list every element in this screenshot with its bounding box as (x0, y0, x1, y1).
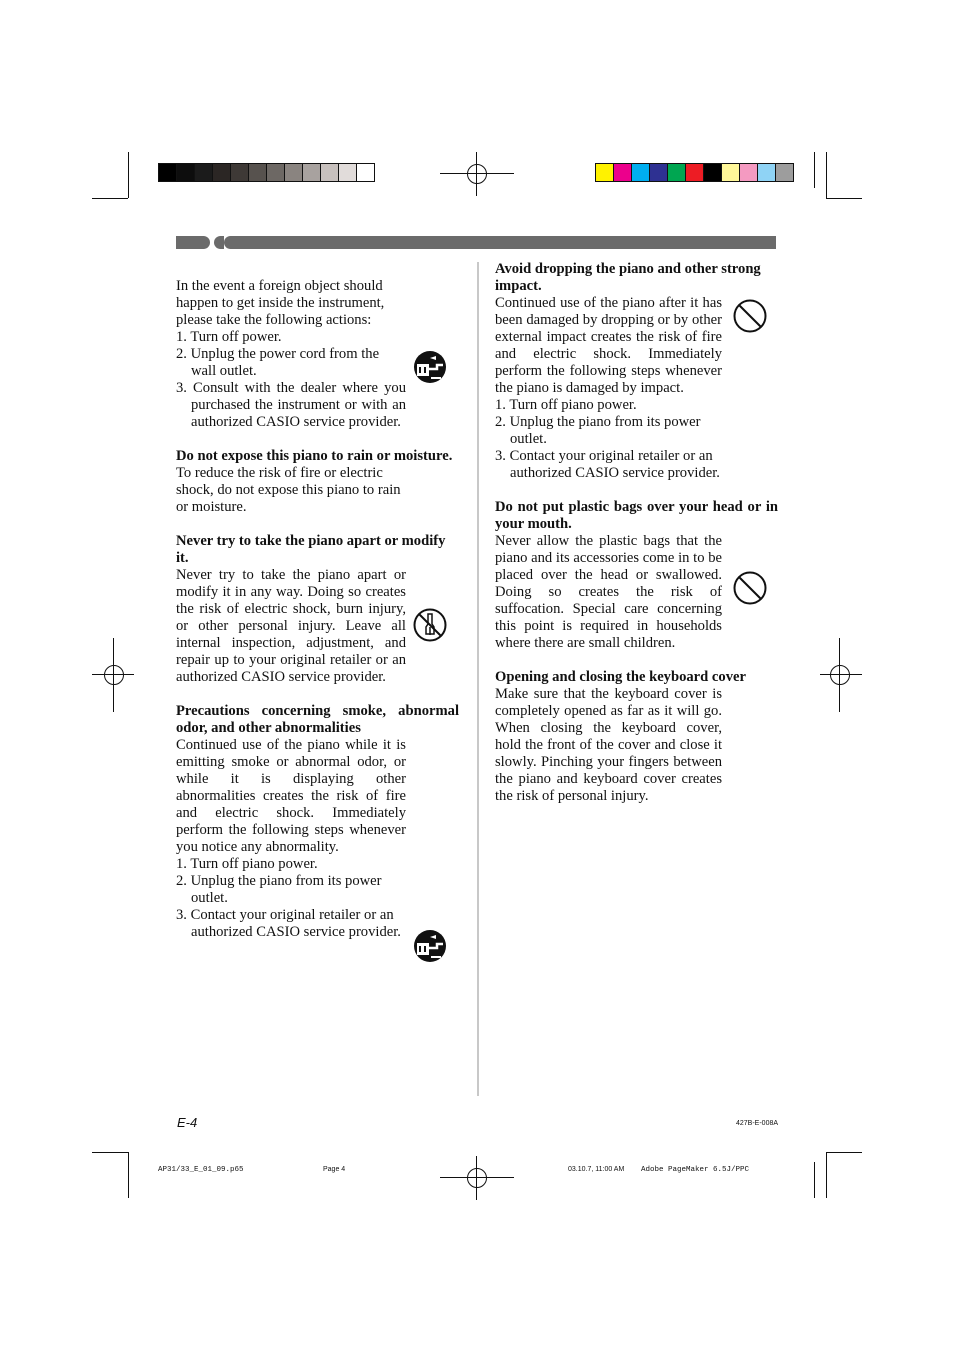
list-item: 3. Contact your original retailer or an authorized CASIO service provider. (495, 448, 720, 481)
left-column (176, 278, 459, 941)
color-swatch (668, 164, 686, 181)
page-number: E-4 (177, 1115, 198, 1130)
list-item: 1. Turn off power. (176, 329, 282, 345)
color-swatch (722, 164, 740, 181)
column-divider (477, 262, 479, 1096)
color-swatch (213, 164, 231, 181)
list-item: 3. Contact your original retailer or an authorized CASIO service provider. (176, 907, 401, 940)
rain-heading: Do not expose this piano to rain or moisture. (176, 448, 453, 464)
smoke-heading: Precautions concerning smoke, abnormal odor, and other abnormalities (176, 703, 459, 736)
color-swatch (596, 164, 614, 181)
smoke-steps-list (176, 856, 406, 941)
drop-heading: Avoid dropping the piano and other strong impact. (495, 261, 761, 294)
apart-body: Never try to take the piano apart or modify it in any way. Doing so creates the risk of electric shock, burn injury, or other personal injury. Leave all internal inspection, adjustment, and repair up to your original retailer or an authorized CASIO service provider. (176, 567, 406, 685)
bags-body: Never allow the plastic bags that the piano and its accessories come in to be placed over the head or swallowed. Doing so creates the risk of suffocation. Special care concerning this point is required in households where there are small children. (495, 533, 722, 651)
unplug-power-icon (413, 929, 447, 963)
color-swatch (303, 164, 321, 181)
color-swatch (249, 164, 267, 181)
no-disassembly-icon (413, 608, 447, 642)
slug-file-name: AP31/33_E_01_09.p65 (158, 1166, 244, 1174)
color-swatch (177, 164, 195, 181)
prohibition-icon (733, 299, 767, 333)
list-item: 2. Unplug the power cord from the wall outlet. (176, 346, 380, 379)
document-code: 427B-E-008A (736, 1120, 779, 1127)
unplug-power-icon (413, 350, 447, 384)
color-swatch (614, 164, 632, 181)
color-swatch (267, 164, 285, 181)
list-item: 3. Consult with the dealer where you purchased the instrument or with an authorized CASIO service provider. (176, 380, 406, 430)
color-swatch (686, 164, 704, 181)
prohibition-icon (733, 571, 767, 605)
list-item: 2. Unplug the piano from its power outlet. (495, 414, 701, 447)
color-swatch (339, 164, 357, 181)
right-column (495, 261, 778, 805)
slug-application: Adobe PageMaker 6.5J/PPC (641, 1166, 750, 1174)
drop-steps-list (495, 397, 722, 482)
apart-heading: Never try to take the piano apart or modify it. (176, 533, 446, 566)
list-item: 2. Unplug the piano from its power outlet. (176, 873, 382, 906)
cover-heading: Opening and closing the keyboard cover (495, 669, 746, 685)
color-swatch (321, 164, 339, 181)
drop-body: Continued use of the piano after it has been damaged by dropping or by other external impact creates the risk of fire and electric shock. Immediately perform the following steps whenever the piano is damaged by impact. (495, 295, 722, 396)
color-swatch (285, 164, 303, 181)
color-swatch (740, 164, 758, 181)
color-swatch (650, 164, 668, 181)
color-swatch (231, 164, 249, 181)
slug-date: 03.10.7, 11:00 AM (568, 1166, 625, 1173)
bags-heading: Do not put plastic bags over your head or in your mouth. (495, 499, 778, 532)
intro-paragraph: In the event a foreign object should happen to get inside the instrument, please take the following actions: (176, 278, 385, 328)
color-swatch (195, 164, 213, 181)
rain-body: To reduce the risk of fire or electric shock, do not expose this piano to rain or moisture. (176, 465, 401, 515)
smoke-body: Continued use of the piano while it is emitting smoke or abnormal odor, or while it is displaying other abnormalities creates the risk of fire and electric shock. Immediately perform the following steps whenever you notice any abnormality. (176, 737, 406, 855)
intro-steps-list (176, 329, 406, 431)
color-swatch (632, 164, 650, 181)
process-color-bar (595, 163, 794, 182)
slug-page-label: Page 4 (323, 1166, 346, 1173)
list-item: 1. Turn off piano power. (495, 397, 637, 413)
cover-body: Make sure that the keyboard cover is completely opened as far as it will go. When closing the keyboard cover, hold the front of the cover and close it slowly. Pinching your fingers between the piano and keyboard cover creates the risk of personal injury. (495, 686, 722, 804)
color-swatch (357, 164, 374, 181)
color-swatch (776, 164, 793, 181)
color-swatch (159, 164, 177, 181)
list-item: 1. Turn off piano power. (176, 856, 318, 872)
color-swatch (758, 164, 776, 181)
grayscale-color-bar (158, 163, 375, 182)
color-swatch (704, 164, 722, 181)
